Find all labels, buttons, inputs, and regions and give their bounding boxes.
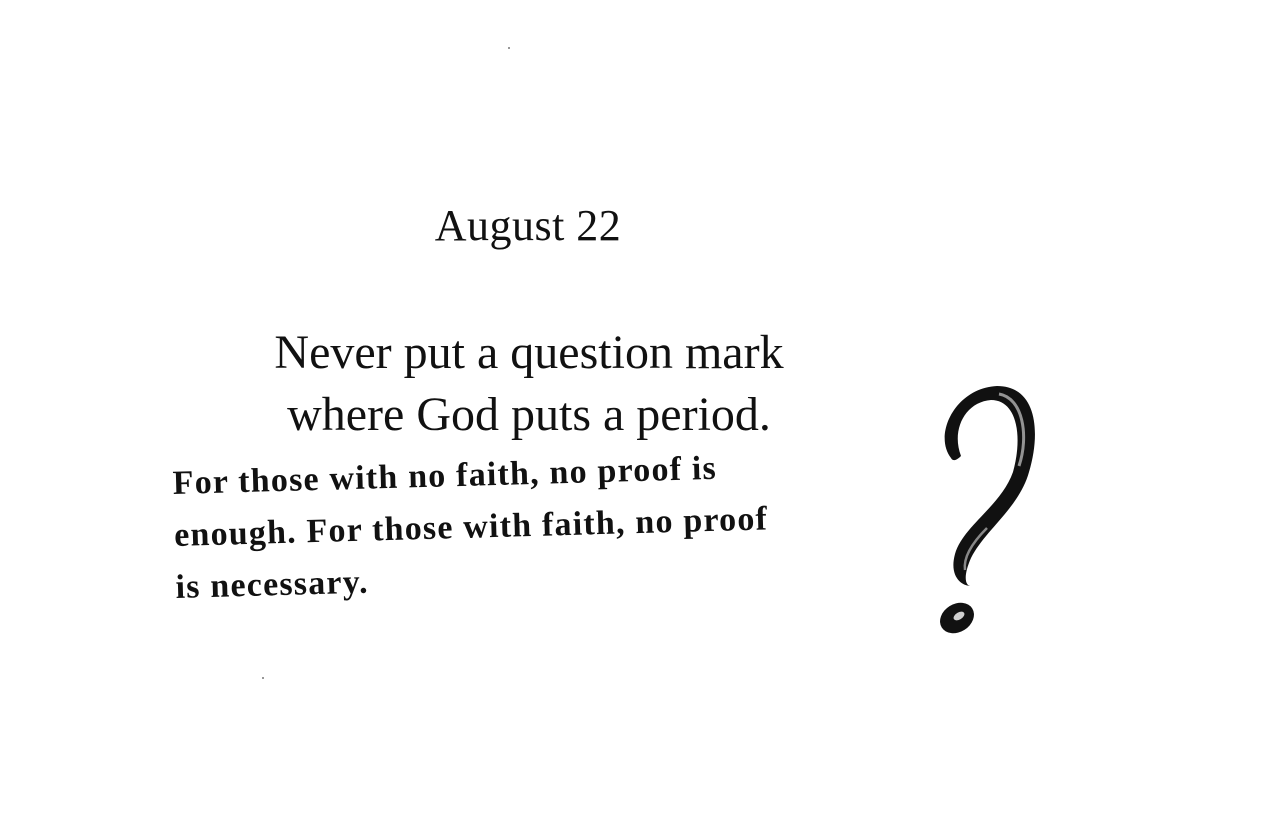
dust-speck <box>508 47 510 49</box>
quote <box>0 322 1058 446</box>
page-date: August 22 <box>434 201 622 250</box>
question-mark-icon <box>925 380 1045 645</box>
note-line: For those with no faith, no proof is <box>172 449 718 502</box>
note-line: is necessary. <box>175 563 370 606</box>
note-line: enough. For those with faith, no proof <box>173 500 769 554</box>
quote-line: Never put a question mark <box>274 326 784 379</box>
faith-note <box>172 438 896 614</box>
quote-line: where God puts a period. <box>287 388 771 441</box>
dust-speck <box>262 677 264 679</box>
